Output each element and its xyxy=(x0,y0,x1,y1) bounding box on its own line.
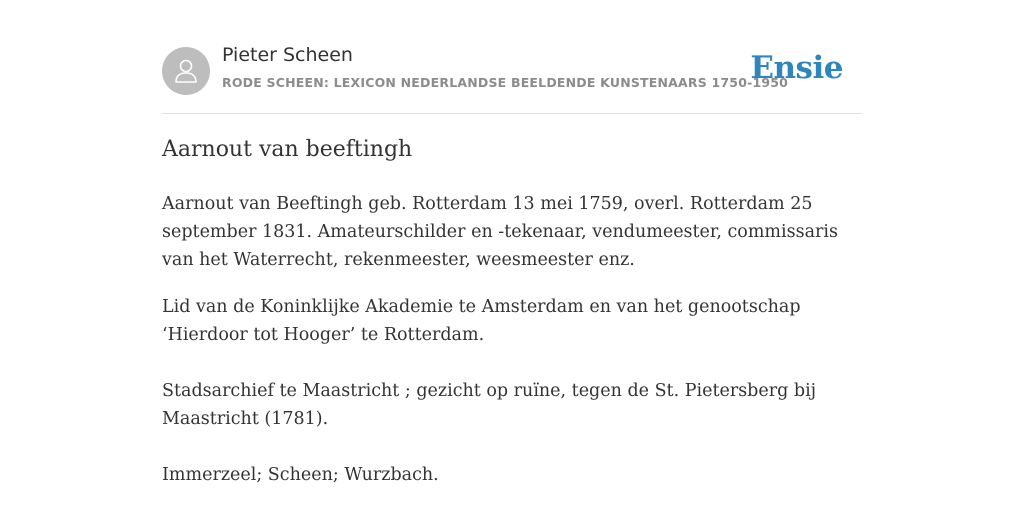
article-paragraph: Stadsarchief te Maastricht ; gezicht op ruïne, tegen de St. Pietersberg bij Maastricht (1781). xyxy=(162,381,817,429)
article-paragraph: Immerzeel; Scheen; Wurzbach. xyxy=(162,465,439,485)
user-icon xyxy=(171,56,201,86)
ensie-logo[interactable]: Ensie xyxy=(750,50,843,86)
article-header xyxy=(162,0,862,114)
source-title[interactable]: RODE SCHEEN: LEXICON NEDERLANDSE BEELDENDE KUNSTENAARS 1750-1950 xyxy=(222,75,789,90)
article-paragraph: Lid van de Koninklijke Akademie te Amsterdam en van het genootschap ‘Hierdoor tot Hooger’ te Rotterdam. xyxy=(162,297,801,345)
article-paragraph: Aarnout van Beeftingh geb. Rotterdam 13 mei 1759, overl. Rotterdam 25 september 1831. Amateurschilder en -tekenaar, vendumeester, commissaris van het Waterrecht, rekenmeester, weesmeester enz. xyxy=(162,194,838,270)
author-name[interactable]: Pieter Scheen xyxy=(222,44,353,66)
article-title: Aarnout van beeftingh xyxy=(162,137,413,162)
article-card xyxy=(162,0,862,485)
author-avatar[interactable] xyxy=(162,47,210,95)
